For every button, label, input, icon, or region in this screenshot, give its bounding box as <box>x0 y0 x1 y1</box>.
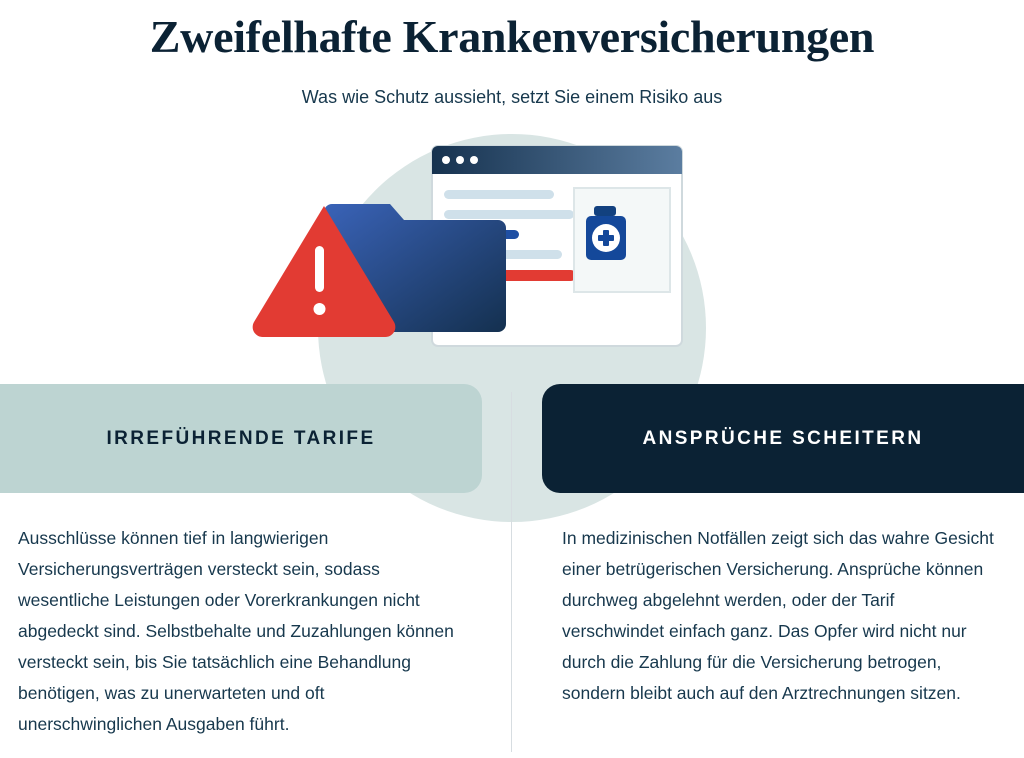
page-title: Zweifelhafte Krankenversicherungen <box>149 11 875 62</box>
illustration-graphic <box>232 134 792 384</box>
heading-pill-left <box>0 384 482 493</box>
column-heading-left: IRREFÜHRENDE TARIFE <box>106 427 376 449</box>
page-subtitle: Was wie Schutz aussieht, setzt Sie einem Risiko aus <box>301 87 723 107</box>
column-claims-fail <box>512 384 1024 758</box>
column-misleading-plans <box>0 384 512 758</box>
column-divider <box>511 392 512 752</box>
comparison-columns <box>0 384 1024 758</box>
page-header <box>0 0 1024 110</box>
column-body-left: Ausschlüsse können tief in langwierigen Versicherungsverträgen versteckt sein, sodass wesentliche Leistungen oder Vorerkrankungen nicht abgedeckt sind. Selbstbehalte und Zuzahlungen können versteckt sein, bis Sie tatsächlich eine Behandlung benötigen, was zu unerwarteten und oft unerschwinglichen Ausgaben führt. <box>18 528 454 734</box>
hero-illustration <box>0 134 1024 384</box>
column-body-right: In medizinischen Notfällen zeigt sich das wahre Gesicht einer betrügerischen Versicherung. Ansprüche können durchweg abgelehnt werden, oder der Tarif verschwindet einfach ganz. Das Opfer wird nicht nur durch die Zahlung für die Versicherung betrogen, sondern bleibt auch auf den Arztrechnungen sitzen. <box>562 528 994 703</box>
heading-pill-right <box>542 384 1024 493</box>
column-heading-right: ANSPRÜCHE SCHEITERN <box>642 427 924 449</box>
